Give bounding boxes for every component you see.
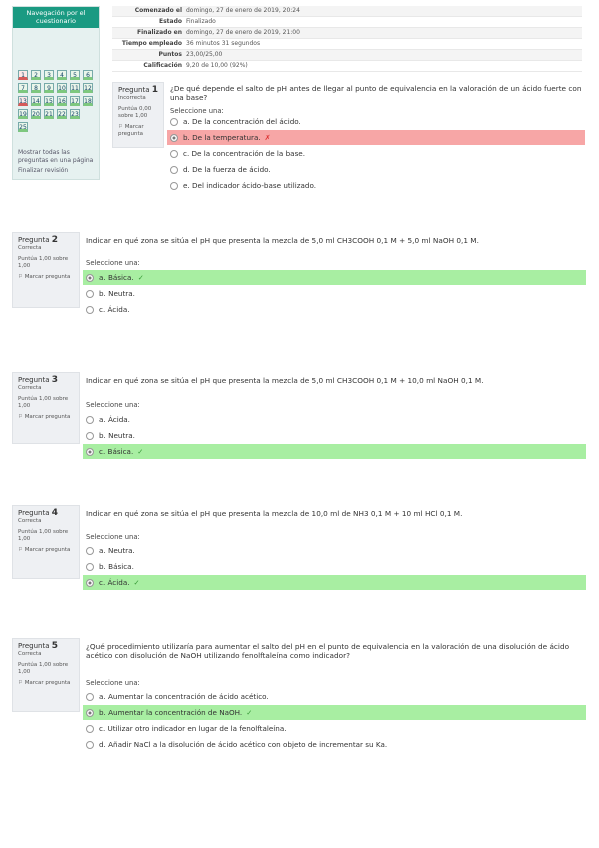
answer-option-text: a. Neutra.	[99, 546, 135, 555]
question-4-number: Pregunta 4	[18, 508, 58, 518]
radio-button[interactable]	[86, 290, 94, 298]
question-nav-button[interactable]: 6	[83, 70, 93, 80]
answer-option-text: b. De la temperatura.	[183, 133, 261, 142]
question-nav-button[interactable]: 1	[18, 70, 28, 80]
question-2-grade: Puntúa 1,00 sobre 1,00	[18, 256, 69, 269]
attempt-summary-table	[112, 6, 582, 72]
radio-button[interactable]	[170, 166, 178, 174]
question-nav-button[interactable]: 8	[31, 83, 41, 93]
radio-button[interactable]	[86, 274, 94, 282]
summary-value: Finalizado	[186, 18, 216, 25]
answer-option-text: a. Aumentar la concentración de ácido acético.	[99, 692, 269, 701]
question-2-number: Pregunta 2	[18, 235, 58, 245]
question-5-options	[83, 689, 586, 755]
answer-option[interactable]	[83, 428, 586, 443]
summary-value: 36 minutos 31 segundos	[186, 40, 261, 47]
show-all-questions-link[interactable]: Mostrar todas las preguntas en una página	[18, 149, 94, 164]
radio-button[interactable]	[86, 547, 94, 555]
question-nav-button[interactable]: 5	[70, 70, 80, 80]
summary-row	[112, 39, 582, 50]
radio-button[interactable]	[170, 182, 178, 190]
question-3-info	[12, 372, 80, 444]
quiz-navigation-title: Navegación por el cuestionario	[13, 7, 99, 28]
answer-option[interactable]	[167, 130, 585, 145]
question-1-options	[167, 114, 585, 190]
radio-button[interactable]	[86, 579, 94, 587]
answer-option[interactable]	[83, 270, 586, 285]
question-2-state: Correcta	[18, 245, 42, 251]
answer-option-text: c. Básica.	[99, 447, 134, 456]
summary-label: Comenzado el	[134, 7, 182, 14]
answer-option-text: b. Neutra.	[99, 289, 135, 298]
question-5-text: ¿Qué procedimiento utilizaría para aumentar el salto del pH en el punto de equivalencia en la valoración de una disolución de ácido acético con disolución de NaOH utilizando fenolftaleína como indicador?	[86, 642, 570, 660]
summary-row	[112, 61, 582, 72]
question-4-info	[12, 505, 80, 579]
question-1-state: Incorrecta	[118, 95, 146, 101]
summary-value: 9,20 de 10,00 (92%)	[186, 62, 248, 69]
question-3-text: Indicar en qué zona se sitúa el pH que presenta la mezcla de 5,0 ml CH3COOH 0,1 M + 10,0 ml NaOH 0,1 M.	[86, 376, 484, 385]
question-nav-button[interactable]: 9	[44, 83, 54, 93]
radio-button[interactable]	[86, 448, 94, 456]
radio-button[interactable]	[86, 693, 94, 701]
radio-button[interactable]	[86, 709, 94, 717]
answer-option[interactable]	[83, 689, 586, 704]
question-4-grade: Puntúa 1,00 sobre 1,00	[18, 529, 69, 542]
question-nav-button[interactable]: 15	[45, 98, 53, 105]
answer-option-text: a. De la concentración del ácido.	[183, 117, 301, 126]
flag-icon: ⚐	[18, 680, 23, 686]
flag-icon: ⚐	[18, 547, 23, 553]
finish-review-link[interactable]: Finalizar revisión	[18, 167, 69, 174]
question-1-prompt: Seleccione una:	[170, 107, 224, 115]
question-4-options	[83, 543, 586, 593]
answer-option[interactable]	[83, 444, 586, 459]
answer-option-text: c. Ácida.	[99, 305, 130, 314]
question-nav-button[interactable]: 19	[19, 111, 27, 118]
question-nav-button[interactable]: 17	[71, 98, 79, 105]
answer-option-text: c. De la concentración de la base.	[183, 149, 306, 158]
summary-value: domingo, 27 de enero de 2019, 21:00	[186, 29, 300, 36]
flag-icon: ⚐	[18, 274, 23, 280]
question-3-flag[interactable]: ⚐ Marcar pregunta	[18, 414, 71, 420]
question-nav-button[interactable]: 3	[44, 70, 54, 80]
radio-button[interactable]	[86, 741, 94, 749]
nav-row	[18, 70, 98, 80]
question-nav-button[interactable]: 10	[58, 85, 66, 92]
question-4-prompt: Seleccione una:	[86, 533, 140, 541]
answer-option[interactable]	[83, 412, 586, 427]
answer-option[interactable]	[83, 705, 586, 720]
question-2-info	[12, 232, 80, 308]
question-5-flag[interactable]: ⚐ Marcar pregunta	[18, 680, 71, 686]
question-2-flag[interactable]: ⚐ Marcar pregunta	[18, 274, 71, 280]
correct-check-icon: ✓	[246, 708, 253, 717]
question-nav-button[interactable]: 12	[84, 85, 92, 92]
question-nav-button[interactable]: 2	[31, 70, 41, 80]
nav-row	[18, 109, 98, 119]
question-3-options	[83, 412, 586, 462]
summary-row	[112, 50, 582, 61]
radio-button[interactable]	[170, 134, 178, 142]
summary-label: Tiempo empleado	[121, 40, 182, 47]
question-5-info	[12, 638, 80, 712]
answer-option-text: e. Del indicador ácido-base utilizado.	[183, 181, 317, 190]
summary-value: 23,00/25,00	[186, 51, 223, 58]
question-nav-button[interactable]: 11	[71, 85, 79, 92]
question-4-state: Correcta	[18, 518, 42, 524]
answer-option-text: b. Aumentar la concentración de NaOH.	[99, 708, 243, 717]
question-nav-button[interactable]: 4	[57, 70, 67, 80]
question-4-text: Indicar en qué zona se sitúa el pH que presenta la mezcla de 10,0 ml de NH3 0,1 M + 10 ml HCl 0,1 M.	[86, 509, 463, 518]
question-2-options	[83, 270, 586, 320]
radio-button[interactable]	[86, 725, 94, 733]
question-1-number: Pregunta 1	[118, 85, 158, 95]
question-3-state: Correcta	[18, 385, 42, 391]
question-nav-button[interactable]: 20	[32, 111, 40, 118]
question-nav-button[interactable]: 7	[18, 83, 28, 93]
question-nav-button[interactable]: 14	[32, 98, 40, 105]
answer-option-text: d. Añadir NaCl a la disolución de ácido acético con objeto de incrementar su Ka.	[99, 740, 388, 749]
answer-option[interactable]	[83, 543, 586, 558]
question-3-prompt: Seleccione una:	[86, 401, 140, 409]
flag-icon: ⚐	[18, 414, 23, 420]
answer-option[interactable]	[167, 178, 585, 193]
radio-button[interactable]	[86, 432, 94, 440]
question-5-state: Correcta	[18, 651, 42, 657]
nav-row	[18, 96, 98, 106]
answer-option[interactable]	[83, 302, 586, 317]
answer-option[interactable]	[83, 559, 586, 574]
answer-option-text: a. Ácida.	[99, 415, 130, 424]
flag-icon: ⚐	[118, 124, 123, 130]
summary-row	[112, 17, 582, 28]
question-1-info	[112, 82, 164, 148]
question-1-grade: Puntúa 0,00 sobre 1,00	[118, 106, 152, 119]
answer-option[interactable]	[167, 146, 585, 161]
answer-option-text: c. Utilizar otro indicador en lugar de la fenolftaleína.	[99, 724, 287, 733]
question-5-prompt: Seleccione una:	[86, 679, 140, 687]
question-nav-button[interactable]: 16	[58, 98, 66, 105]
correct-check-icon: ✓	[137, 273, 144, 282]
question-nav-button[interactable]: 21	[45, 111, 53, 118]
answer-option-text: a. Básica.	[99, 273, 134, 282]
correct-check-icon: ✓	[133, 578, 140, 587]
question-4-flag[interactable]: ⚐ Marcar pregunta	[18, 547, 71, 553]
radio-button[interactable]	[86, 416, 94, 424]
question-nav-button[interactable]: 25	[19, 124, 27, 131]
incorrect-cross-icon: ✗	[264, 133, 271, 142]
radio-button[interactable]	[170, 118, 178, 126]
summary-label: Calificación	[143, 62, 182, 69]
radio-button[interactable]	[86, 306, 94, 314]
summary-value: domingo, 27 de enero de 2019, 20:24	[186, 7, 300, 14]
answer-option-text: b. Básica.	[99, 562, 134, 571]
answer-option[interactable]	[83, 575, 586, 590]
answer-option[interactable]	[83, 721, 586, 736]
question-1-flag[interactable]: ⚐ Marcar pregunta	[118, 124, 144, 137]
question-5-number: Pregunta 5	[18, 641, 58, 651]
answer-option-text: d. De la fuerza de ácido.	[183, 165, 271, 174]
question-nav-button[interactable]: 13	[19, 98, 27, 105]
radio-button[interactable]	[86, 563, 94, 571]
question-1-text: ¿De qué depende el salto de pH antes de llegar al punto de equivalencia en la valoración de un ácido fuerte con una base?	[170, 84, 582, 102]
answer-option[interactable]	[167, 114, 585, 129]
question-nav-button[interactable]: 23	[71, 111, 79, 118]
quiz-navigation-panel	[12, 6, 100, 180]
question-3-number: Pregunta 3	[18, 375, 58, 385]
correct-check-icon: ✓	[137, 447, 144, 456]
question-5-grade: Puntúa 1,00 sobre 1,00	[18, 662, 69, 675]
radio-button[interactable]	[170, 150, 178, 158]
nav-row	[18, 83, 98, 93]
question-nav-button[interactable]: 18	[84, 98, 92, 105]
summary-row	[112, 6, 582, 17]
summary-label: Puntos	[158, 51, 182, 58]
summary-row	[112, 28, 582, 39]
question-nav-button[interactable]: 22	[58, 111, 66, 118]
answer-option[interactable]	[167, 162, 585, 177]
answer-option-text: c. Ácida.	[99, 578, 130, 587]
summary-label: Finalizado en	[137, 29, 182, 36]
question-2-prompt: Seleccione una:	[86, 259, 140, 267]
question-3-grade: Puntúa 1,00 sobre 1,00	[18, 396, 69, 409]
question-2-text: Indicar en qué zona se sitúa el pH que presenta la mezcla de 5,0 ml CH3COOH 0,1 M + 5,0 ml NaOH 0,1 M.	[86, 236, 479, 245]
summary-label: Estado	[158, 18, 182, 25]
question-number-grid	[18, 70, 98, 135]
nav-row	[18, 122, 98, 132]
answer-option-text: b. Neutra.	[99, 431, 135, 440]
answer-option[interactable]	[83, 286, 586, 301]
answer-option[interactable]	[83, 737, 586, 752]
